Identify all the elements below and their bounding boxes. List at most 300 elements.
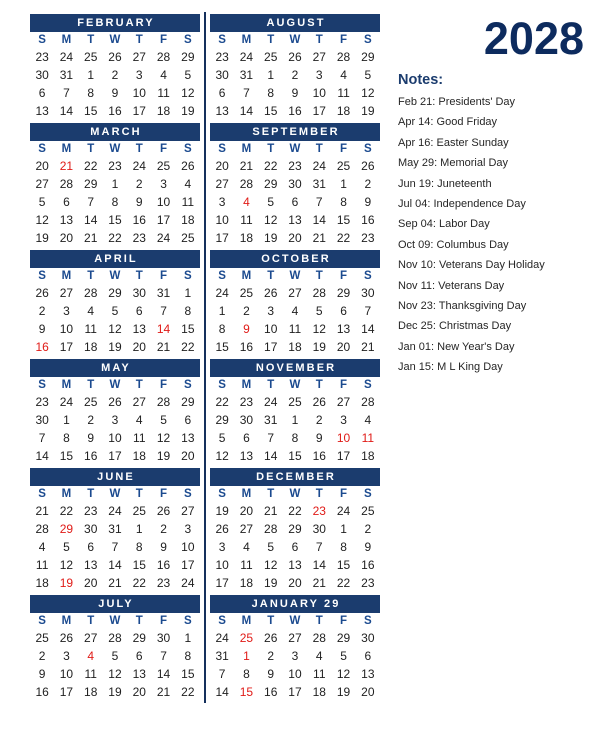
day-cell[interactable]: 30 [215,67,229,82]
day-cell[interactable]: 22 [59,503,74,518]
day-cell[interactable]: 13 [215,103,229,118]
day-cell[interactable]: 28 [156,394,171,409]
day-cell[interactable]: 19 [181,103,195,118]
day-cell[interactable]: 2 [38,303,46,318]
day-cell[interactable]: 3 [291,648,299,663]
day-cell[interactable]: 16 [361,212,375,227]
day-cell[interactable]: 10 [132,85,146,100]
day-cell[interactable]: 25 [84,394,98,409]
day-cell[interactable]: 20 [239,503,254,518]
day-cell[interactable]: 25 [35,630,49,645]
day-cell[interactable]: 21 [312,575,326,590]
day-cell[interactable]: 27 [239,521,254,536]
day-cell[interactable]: 1 [291,412,299,427]
day-cell[interactable]: 13 [59,212,74,227]
day-cell[interactable]: 17 [215,575,229,590]
day-cell[interactable]: 25 [132,503,146,518]
day-cell[interactable]: 31 [264,412,278,427]
day-cell[interactable]: 3 [135,67,143,82]
day-cell[interactable]: 30 [156,630,171,645]
day-cell[interactable]: 24 [132,158,146,173]
day-cell[interactable]: 21 [239,158,254,173]
day-cell[interactable]: 1 [184,630,192,645]
day-cell[interactable]: 9 [38,666,46,681]
day-cell[interactable]: 14 [264,448,278,463]
day-cell[interactable]: 11 [240,557,253,572]
day-cell[interactable]: 18 [336,103,351,118]
day-cell[interactable]: 9 [267,666,275,681]
day-cell[interactable]: 2 [111,67,119,82]
day-cell[interactable]: 16 [312,448,326,463]
day-cell[interactable]: 26 [156,503,171,518]
day-cell[interactable]: 24 [239,49,254,64]
day-cell[interactable]: 3 [267,303,275,318]
day-cell[interactable]: 11 [84,321,97,336]
day-cell[interactable]: 5 [38,194,46,209]
day-cell[interactable]: 20 [59,230,74,245]
day-cell[interactable]: 29 [288,521,302,536]
day-cell[interactable]: 17 [336,448,351,463]
day-cell[interactable]: 6 [184,412,192,427]
day-cell[interactable]: 6 [243,430,250,445]
day-cell[interactable]: 26 [312,394,326,409]
day-cell[interactable]: 7 [160,648,167,663]
day-cell[interactable]: 22 [132,575,146,590]
day-cell[interactable]: 21 [84,230,98,245]
day-cell[interactable]: 5 [267,539,275,554]
day-cell[interactable]: 11 [288,321,302,336]
day-cell[interactable]: 14 [312,557,326,572]
day-cell[interactable]: 6 [291,194,299,209]
day-cell[interactable]: 29 [181,49,195,64]
day-cell[interactable]: 17 [181,557,195,572]
day-cell[interactable]: 1 [87,67,95,82]
day-cell[interactable]: 10 [156,194,171,209]
day-cell[interactable]: 12 [35,212,49,227]
day-cell[interactable]: 20 [215,158,229,173]
day-cell[interactable]: 29 [108,285,122,300]
day-cell-holiday[interactable]: 4 [87,648,95,663]
day-cell[interactable]: 5 [267,194,275,209]
day-cell[interactable]: 30 [288,176,302,191]
day-cell[interactable]: 9 [291,85,299,100]
day-cell[interactable]: 5 [111,303,119,318]
day-cell[interactable]: 24 [59,394,74,409]
day-cell[interactable]: 18 [35,575,49,590]
day-cell[interactable]: 22 [215,394,229,409]
day-cell[interactable]: 5 [184,67,192,82]
day-cell[interactable]: 22 [84,158,98,173]
day-cell[interactable]: 10 [181,539,195,554]
day-cell[interactable]: 13 [239,448,254,463]
day-cell[interactable]: 23 [288,158,302,173]
day-cell[interactable]: 24 [108,503,122,518]
day-cell[interactable]: 7 [160,303,167,318]
day-cell[interactable]: 14 [312,212,326,227]
day-cell[interactable]: 20 [132,684,146,699]
day-cell[interactable]: 12 [312,321,326,336]
day-cell[interactable]: 16 [239,339,254,354]
day-cell[interactable]: 30 [132,285,146,300]
day-cell[interactable]: 19 [312,339,326,354]
day-cell[interactable]: 27 [312,49,326,64]
day-cell[interactable]: 18 [239,575,254,590]
day-cell[interactable]: 17 [156,212,171,227]
day-cell[interactable]: 24 [336,503,351,518]
day-cell[interactable]: 7 [243,85,250,100]
day-cell[interactable]: 12 [59,557,74,572]
day-cell[interactable]: 26 [108,394,122,409]
day-cell[interactable]: 17 [59,684,74,699]
day-cell[interactable]: 10 [312,85,326,100]
day-cell[interactable]: 19 [108,339,122,354]
day-cell[interactable]: 25 [181,230,195,245]
day-cell[interactable]: 27 [35,176,49,191]
day-cell[interactable]: 5 [218,430,226,445]
day-cell[interactable]: 26 [181,158,195,173]
day-cell[interactable]: 5 [315,303,323,318]
day-cell[interactable]: 4 [160,67,167,82]
day-cell[interactable]: 5 [364,67,372,82]
day-cell[interactable]: 19 [35,230,49,245]
day-cell[interactable]: 31 [59,67,74,82]
day-cell[interactable]: 11 [133,430,146,445]
day-cell[interactable]: 24 [312,158,326,173]
day-cell[interactable]: 17 [108,448,122,463]
day-cell[interactable]: 30 [239,412,254,427]
day-cell[interactable]: 7 [364,303,372,318]
day-cell[interactable]: 29 [264,176,278,191]
day-cell[interactable]: 29 [361,49,375,64]
day-cell[interactable]: 28 [312,285,326,300]
day-cell[interactable]: 3 [160,176,167,191]
day-cell[interactable]: 1 [340,521,347,536]
day-cell[interactable]: 31 [239,67,254,82]
day-cell[interactable]: 29 [336,285,351,300]
day-cell[interactable]: 30 [361,285,375,300]
day-cell[interactable]: 15 [264,103,278,118]
day-cell[interactable]: 13 [84,557,98,572]
day-cell[interactable]: 2 [160,521,167,536]
day-cell[interactable]: 8 [111,194,119,209]
day-cell[interactable]: 12 [108,666,122,681]
day-cell[interactable]: 10 [264,321,278,336]
day-cell-holiday[interactable]: 10 [336,430,351,445]
day-cell[interactable]: 28 [84,285,98,300]
day-cell[interactable]: 9 [364,539,372,554]
day-cell[interactable]: 2 [315,412,323,427]
day-cell[interactable]: 2 [364,521,372,536]
day-cell[interactable]: 4 [38,539,46,554]
day-cell[interactable]: 20 [84,575,98,590]
day-cell[interactable]: 10 [215,212,229,227]
day-cell[interactable]: 24 [181,575,195,590]
day-cell[interactable]: 19 [156,448,171,463]
day-cell[interactable]: 27 [288,630,302,645]
day-cell[interactable]: 22 [181,684,195,699]
day-cell[interactable]: 28 [35,521,49,536]
day-cell[interactable]: 5 [160,412,167,427]
day-cell[interactable]: 6 [87,539,95,554]
day-cell[interactable]: 12 [156,430,171,445]
day-cell[interactable]: 7 [218,666,226,681]
day-cell[interactable]: 3 [218,539,226,554]
day-cell[interactable]: 14 [108,557,122,572]
day-cell[interactable]: 7 [38,430,46,445]
day-cell[interactable]: 28 [361,394,375,409]
day-cell[interactable]: 13 [288,212,302,227]
day-cell[interactable]: 2 [267,648,275,663]
day-cell[interactable]: 19 [361,103,375,118]
day-cell[interactable]: 20 [336,339,351,354]
day-cell[interactable]: 31 [108,521,122,536]
day-cell-holiday[interactable]: 21 [59,158,74,173]
day-cell[interactable]: 17 [312,103,326,118]
day-cell[interactable]: 3 [111,412,119,427]
day-cell[interactable]: 4 [87,303,95,318]
day-cell[interactable]: 30 [35,412,49,427]
day-cell[interactable]: 4 [135,412,143,427]
day-cell[interactable]: 18 [239,230,254,245]
day-cell[interactable]: 23 [239,394,254,409]
day-cell[interactable]: 12 [361,85,375,100]
day-cell[interactable]: 6 [135,303,143,318]
day-cell[interactable]: 14 [215,684,229,699]
day-cell[interactable]: 8 [87,85,95,100]
day-cell[interactable]: 13 [336,321,351,336]
day-cell[interactable]: 29 [215,412,229,427]
day-cell[interactable]: 12 [181,85,195,100]
day-cell[interactable]: 6 [63,194,70,209]
day-cell[interactable]: 10 [288,666,302,681]
day-cell[interactable]: 13 [132,321,146,336]
day-cell[interactable]: 14 [84,212,98,227]
day-cell[interactable]: 23 [215,49,229,64]
day-cell[interactable]: 11 [35,557,49,572]
day-cell[interactable]: 1 [111,176,119,191]
day-cell[interactable]: 22 [181,339,195,354]
day-cell[interactable]: 21 [35,503,49,518]
day-cell[interactable]: 23 [361,575,375,590]
day-cell[interactable]: 30 [361,630,375,645]
day-cell[interactable]: 14 [239,103,254,118]
day-cell[interactable]: 15 [181,321,195,336]
day-cell[interactable]: 11 [240,212,253,227]
day-cell[interactable]: 13 [181,430,195,445]
day-cell[interactable]: 1 [135,521,143,536]
day-cell[interactable]: 6 [218,85,226,100]
day-cell[interactable]: 27 [84,630,98,645]
day-cell[interactable]: 15 [336,212,351,227]
day-cell-holiday[interactable]: 15 [239,684,254,699]
day-cell[interactable]: 1 [63,412,70,427]
day-cell[interactable]: 22 [108,230,122,245]
day-cell[interactable]: 14 [156,666,171,681]
day-cell[interactable]: 7 [63,85,70,100]
day-cell[interactable]: 9 [111,85,119,100]
day-cell[interactable]: 7 [315,194,323,209]
day-cell[interactable]: 1 [340,176,347,191]
day-cell[interactable]: 15 [288,448,302,463]
day-cell[interactable]: 30 [312,521,326,536]
day-cell[interactable]: 16 [288,103,302,118]
day-cell[interactable]: 20 [132,339,146,354]
day-cell[interactable]: 25 [84,49,98,64]
day-cell[interactable]: 2 [291,67,299,82]
day-cell[interactable]: 9 [160,539,167,554]
day-cell[interactable]: 11 [157,85,170,100]
day-cell[interactable]: 15 [336,557,351,572]
day-cell[interactable]: 9 [364,194,372,209]
day-cell[interactable]: 12 [264,557,278,572]
day-cell[interactable]: 27 [132,49,146,64]
day-cell[interactable]: 12 [264,212,278,227]
day-cell[interactable]: 8 [340,194,347,209]
day-cell[interactable]: 26 [288,49,302,64]
day-cell[interactable]: 21 [156,339,171,354]
day-cell[interactable]: 16 [156,557,171,572]
day-cell[interactable]: 17 [132,103,146,118]
day-cell[interactable]: 18 [288,339,302,354]
day-cell-holiday[interactable]: 14 [156,321,171,336]
day-cell[interactable]: 5 [63,539,70,554]
day-cell[interactable]: 27 [59,285,74,300]
day-cell[interactable]: 10 [59,321,74,336]
day-cell[interactable]: 2 [135,176,143,191]
day-cell[interactable]: 16 [132,212,146,227]
day-cell[interactable]: 9 [135,194,143,209]
day-cell[interactable]: 22 [288,503,302,518]
day-cell[interactable]: 25 [239,285,254,300]
day-cell[interactable]: 2 [243,303,250,318]
day-cell[interactable]: 12 [108,321,122,336]
day-cell[interactable]: 3 [63,303,70,318]
day-cell[interactable]: 27 [336,394,351,409]
day-cell[interactable]: 19 [215,503,229,518]
day-cell-holiday[interactable]: 23 [312,503,326,518]
day-cell[interactable]: 18 [312,684,326,699]
day-cell[interactable]: 11 [84,666,97,681]
day-cell[interactable]: 23 [108,158,122,173]
day-cell[interactable]: 8 [291,430,299,445]
day-cell[interactable]: 10 [215,557,229,572]
day-cell[interactable]: 15 [132,557,146,572]
day-cell[interactable]: 26 [59,630,74,645]
day-cell[interactable]: 1 [184,285,192,300]
day-cell[interactable]: 28 [59,176,74,191]
day-cell[interactable]: 4 [364,412,372,427]
day-cell[interactable]: 28 [156,49,171,64]
day-cell[interactable]: 23 [84,503,98,518]
day-cell[interactable]: 13 [35,103,49,118]
day-cell[interactable]: 28 [312,630,326,645]
day-cell[interactable]: 20 [361,684,375,699]
day-cell[interactable]: 22 [264,158,278,173]
day-cell[interactable]: 6 [291,539,299,554]
day-cell[interactable]: 9 [87,430,95,445]
day-cell[interactable]: 22 [336,230,351,245]
day-cell[interactable]: 18 [361,448,375,463]
day-cell-holiday[interactable]: 1 [243,648,250,663]
day-cell[interactable]: 17 [59,339,74,354]
day-cell[interactable]: 6 [135,648,143,663]
day-cell[interactable]: 28 [336,49,351,64]
day-cell[interactable]: 7 [87,194,95,209]
day-cell-holiday[interactable]: 16 [35,339,49,354]
day-cell[interactable]: 20 [35,158,49,173]
day-cell[interactable]: 22 [336,575,351,590]
day-cell[interactable]: 2 [87,412,95,427]
day-cell[interactable]: 26 [264,285,278,300]
day-cell[interactable]: 15 [84,103,98,118]
day-cell-holiday[interactable]: 4 [243,194,250,209]
day-cell[interactable]: 8 [267,85,275,100]
day-cell[interactable]: 20 [288,230,302,245]
day-cell[interactable]: 28 [239,176,254,191]
day-cell[interactable]: 26 [108,49,122,64]
day-cell[interactable]: 9 [38,321,46,336]
day-cell[interactable]: 23 [156,575,171,590]
day-cell[interactable]: 13 [361,666,375,681]
day-cell[interactable]: 18 [132,448,146,463]
day-cell[interactable]: 25 [156,158,171,173]
day-cell[interactable]: 17 [264,339,278,354]
day-cell[interactable]: 13 [288,557,302,572]
day-cell-holiday[interactable]: 19 [59,575,74,590]
day-cell[interactable]: 25 [288,394,302,409]
day-cell[interactable]: 16 [361,557,375,572]
day-cell[interactable]: 17 [215,230,229,245]
day-cell[interactable]: 24 [264,394,278,409]
day-cell[interactable]: 26 [35,285,49,300]
day-cell[interactable]: 26 [215,521,229,536]
day-cell[interactable]: 21 [312,230,326,245]
day-cell[interactable]: 18 [84,339,98,354]
day-cell[interactable]: 12 [336,666,351,681]
day-cell[interactable]: 27 [215,176,229,191]
day-cell[interactable]: 28 [264,521,278,536]
day-cell[interactable]: 2 [38,648,46,663]
day-cell[interactable]: 30 [84,521,98,536]
day-cell[interactable]: 10 [59,666,74,681]
day-cell[interactable]: 16 [264,684,278,699]
day-cell[interactable]: 16 [35,684,49,699]
day-cell[interactable]: 24 [215,285,229,300]
day-cell[interactable]: 5 [111,648,119,663]
day-cell[interactable]: 31 [156,285,171,300]
day-cell[interactable]: 16 [108,103,122,118]
day-cell[interactable]: 13 [132,666,146,681]
day-cell[interactable]: 29 [132,630,146,645]
day-cell[interactable]: 7 [267,430,275,445]
day-cell[interactable]: 8 [184,648,192,663]
day-cell[interactable]: 15 [59,448,74,463]
day-cell[interactable]: 15 [108,212,122,227]
day-cell[interactable]: 24 [59,49,74,64]
day-cell[interactable]: 4 [315,648,323,663]
day-cell[interactable]: 26 [361,158,375,173]
day-cell-holiday[interactable]: 25 [239,630,254,645]
day-cell[interactable]: 14 [59,103,74,118]
day-cell[interactable]: 14 [35,448,49,463]
day-cell[interactable]: 31 [312,176,326,191]
day-cell[interactable]: 18 [181,212,195,227]
day-cell[interactable]: 4 [243,539,250,554]
day-cell[interactable]: 8 [135,539,143,554]
day-cell[interactable]: 4 [340,67,347,82]
day-cell-holiday[interactable]: 11 [361,430,375,445]
day-cell[interactable]: 31 [215,648,229,663]
